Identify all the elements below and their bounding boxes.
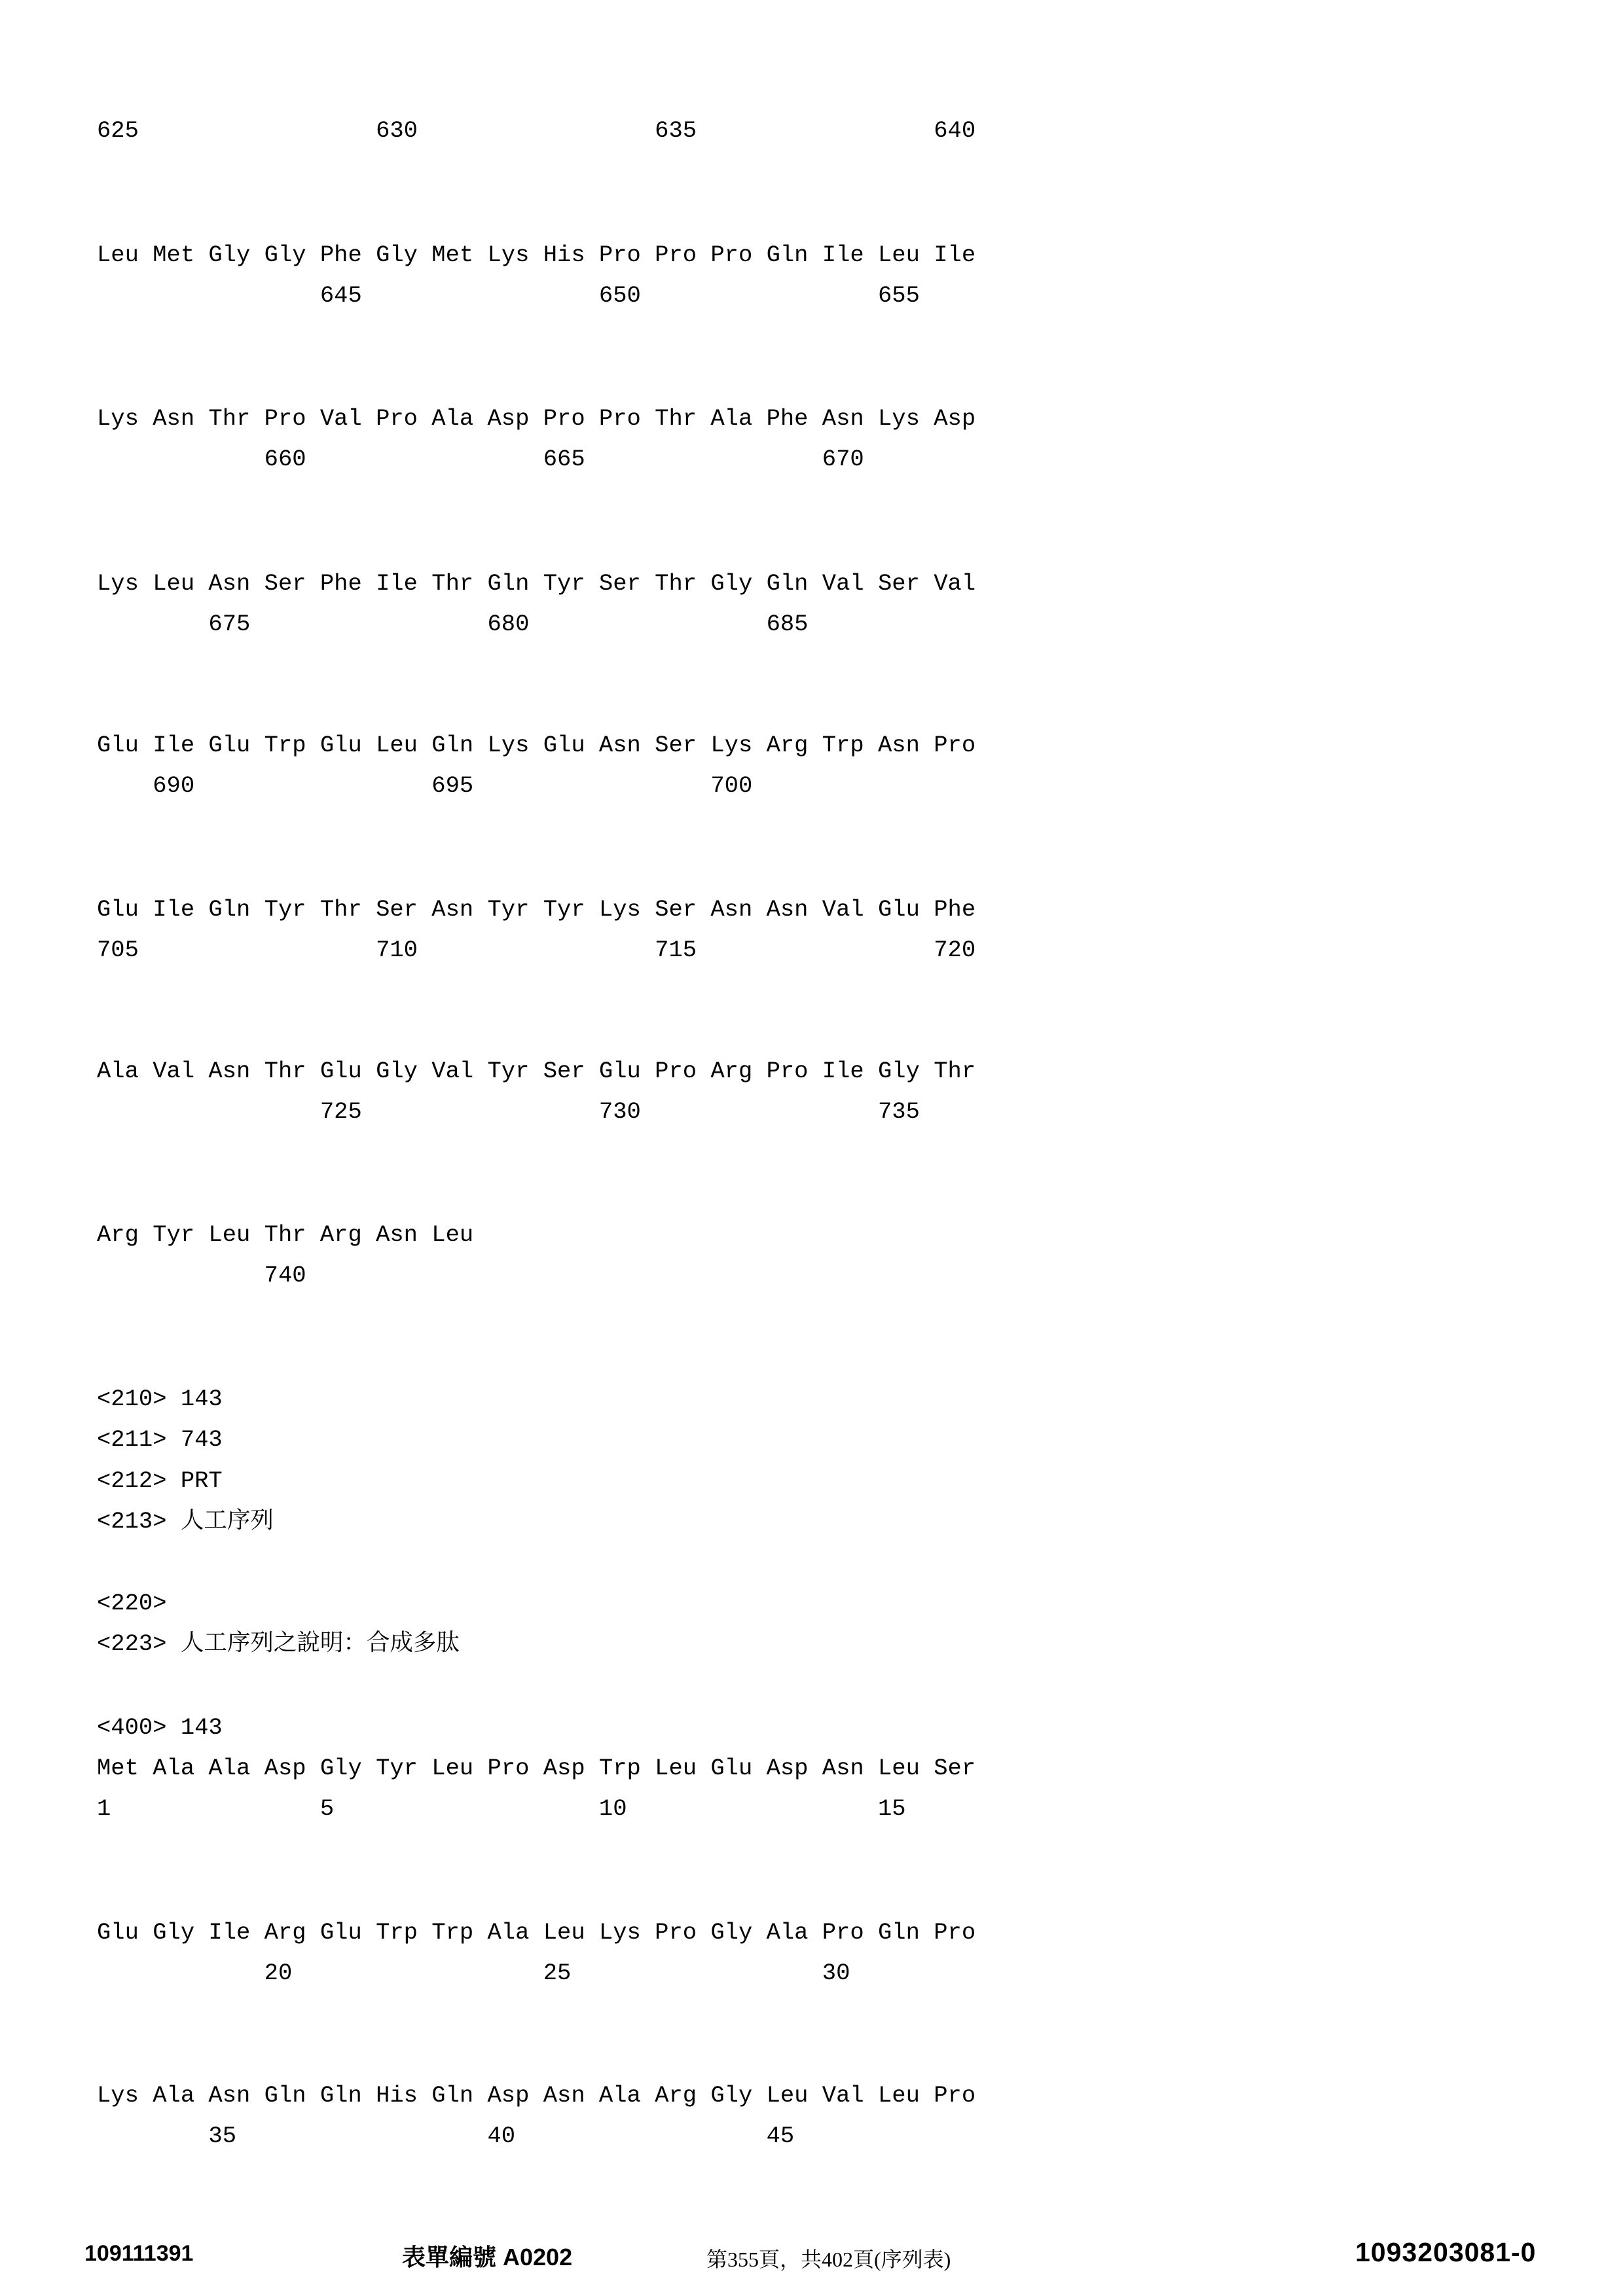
meta-description-line: <223> 人工序列之說明：合成多肽: [97, 1630, 460, 1657]
sequence-row-residues: Glu Ile Gln Tyr Thr Ser Asn Tyr Tyr Lys Ser Asn Asn Val Glu Phe: [97, 896, 976, 923]
meta-length-line: <211> 743: [97, 1426, 223, 1453]
sequence-row-residues: Met Ala Ala Asp Gly Tyr Leu Pro Asp Trp Leu Glu Asp Asn Leu Ser: [97, 1755, 976, 1782]
meta-feature-line: <220>: [97, 1590, 167, 1617]
sequence-position-ruler: 705 710 715 720: [97, 937, 976, 963]
sequence-row-residues: Glu Gly Ile Arg Glu Trp Trp Ala Leu Lys Pro Gly Ala Pro Gln Pro: [97, 1919, 976, 1946]
sequence-position-ruler: 35 40 45: [97, 2123, 795, 2149]
sequence-row-residues: Lys Ala Asn Gln Gln His Gln Asp Asn Ala Arg Gly Leu Val Leu Pro: [97, 2082, 976, 2109]
sequence-row-residues: Ala Val Asn Thr Glu Gly Val Tyr Ser Glu Pro Arg Pro Ile Gly Thr: [97, 1058, 976, 1085]
sequence-position-ruler: 740: [97, 1262, 306, 1289]
meta-type-line: <212> PRT: [97, 1467, 223, 1494]
sequence-position-ruler: 675 680 685: [97, 611, 809, 637]
sequence-position-ruler: 725 730 735: [97, 1098, 920, 1125]
document-number: 1093203081-0: [1355, 2237, 1537, 2267]
form-number-label: 表單編號 A0202: [402, 2244, 573, 2270]
sequence-position-ruler: 690 695 700: [97, 772, 753, 799]
sequence-row-residues: Arg Tyr Leu Thr Arg Asn Leu: [97, 1221, 474, 1248]
sequence-position-ruler: 1 5 10 15: [97, 1795, 906, 1822]
meta-seq-id-line: <210> 143: [97, 1386, 223, 1412]
sequence-row-residues: Lys Asn Thr Pro Val Pro Ala Asp Pro Pro Thr Ala Phe Asn Lys Asp: [97, 405, 976, 432]
sequence-position-ruler: 20 25 30: [97, 1960, 850, 1986]
sequence-position-ruler: 645 650 655: [97, 282, 920, 309]
application-number: 109111391: [84, 2241, 194, 2266]
sequence-row-residues: Lys Leu Asn Ser Phe Ile Thr Gln Tyr Ser Thr Gly Gln Val Ser Val: [97, 570, 976, 597]
sequence-row-residues: Leu Met Gly Gly Phe Gly Met Lys His Pro Pro Pro Gln Ile Leu Ile: [97, 242, 976, 268]
sequence-row-residues: Glu Ile Glu Trp Glu Leu Gln Lys Glu Asn Ser Lys Arg Trp Asn Pro: [97, 732, 976, 759]
carryover-position-ruler: 625 630 635 640: [97, 117, 976, 144]
meta-sequence-tag-line: <400> 143: [97, 1714, 223, 1741]
sequence-position-ruler: 660 665 670: [97, 446, 864, 473]
meta-organism-line: <213> 人工序列: [97, 1508, 274, 1535]
page-indicator: 第355頁，共402頁(序列表): [706, 2248, 951, 2271]
